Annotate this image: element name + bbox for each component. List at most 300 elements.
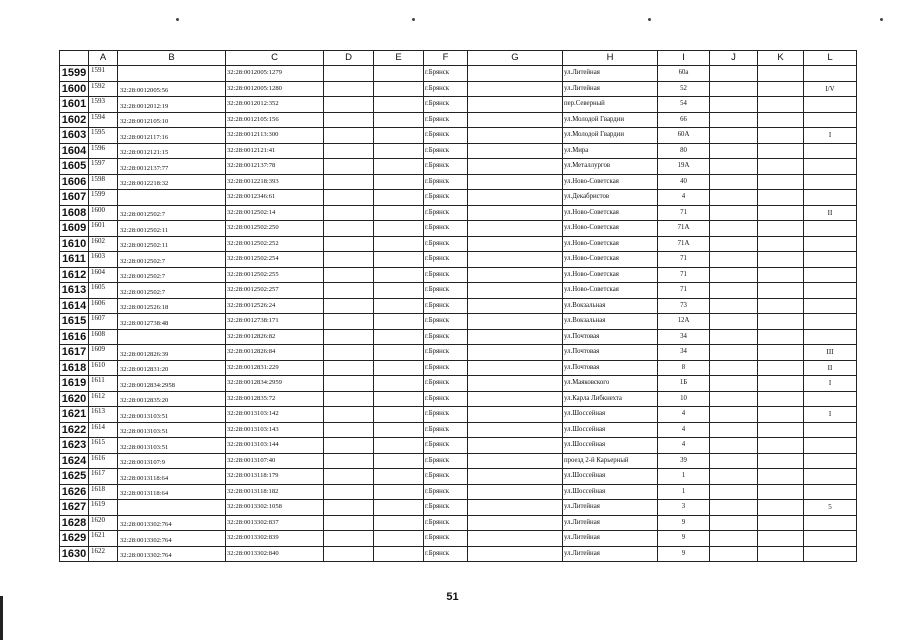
cell-a: 1602 bbox=[89, 236, 118, 252]
cell-b: 32:28:0012005:56 bbox=[118, 81, 226, 97]
cell-g bbox=[468, 422, 563, 438]
cell-c: 32:28:0013118:182 bbox=[226, 484, 324, 500]
row-number: 1608 bbox=[60, 205, 89, 221]
cell-h: ул.Литейная bbox=[563, 546, 658, 562]
cell-k bbox=[758, 267, 804, 283]
cell-c: 32:28:0012834:2959 bbox=[226, 376, 324, 392]
cell-g bbox=[468, 298, 563, 314]
cell-f: г.Брянск bbox=[424, 515, 468, 531]
cell-k bbox=[758, 360, 804, 376]
cell-k bbox=[758, 515, 804, 531]
cell-j bbox=[710, 267, 758, 283]
row-number: 1601 bbox=[60, 97, 89, 113]
cell-b: 32:28:0013103:51 bbox=[118, 422, 226, 438]
cell-e bbox=[374, 360, 424, 376]
cell-d bbox=[324, 469, 374, 485]
cell-c: 32:28:0012346:61 bbox=[226, 190, 324, 206]
table-row bbox=[60, 376, 857, 392]
cell-j bbox=[710, 345, 758, 361]
scan-dot bbox=[648, 18, 651, 21]
cell-a: 1608 bbox=[89, 329, 118, 345]
cell-i: 34 bbox=[658, 329, 710, 345]
cell-k bbox=[758, 345, 804, 361]
table-row bbox=[60, 515, 857, 531]
cell-g bbox=[468, 438, 563, 454]
cell-j bbox=[710, 221, 758, 237]
cell-a: 1609 bbox=[89, 345, 118, 361]
cell-i: 10 bbox=[658, 391, 710, 407]
cell-g bbox=[468, 314, 563, 330]
cell-a: 1619 bbox=[89, 500, 118, 516]
cell-k bbox=[758, 546, 804, 562]
row-number: 1610 bbox=[60, 236, 89, 252]
cell-b: 32:28:0013118:64 bbox=[118, 484, 226, 500]
cell-c: 32:28:0012835:72 bbox=[226, 391, 324, 407]
cell-f: г.Брянск bbox=[424, 376, 468, 392]
table-body bbox=[60, 66, 857, 562]
cell-c: 32:28:0012526:24 bbox=[226, 298, 324, 314]
cell-b bbox=[118, 500, 226, 516]
row-number: 1614 bbox=[60, 298, 89, 314]
cell-k bbox=[758, 174, 804, 190]
cell-e bbox=[374, 345, 424, 361]
table-row bbox=[60, 112, 857, 128]
cell-j bbox=[710, 391, 758, 407]
row-number: 1600 bbox=[60, 81, 89, 97]
cell-b: 32:28:0013302:764 bbox=[118, 531, 226, 547]
cell-h: проезд 2-й Карьерный bbox=[563, 453, 658, 469]
cell-e bbox=[374, 391, 424, 407]
cell-j bbox=[710, 500, 758, 516]
cell-d bbox=[324, 531, 374, 547]
cell-h: ул.Почтовая bbox=[563, 360, 658, 376]
row-number: 1625 bbox=[60, 469, 89, 485]
cell-g bbox=[468, 81, 563, 97]
cell-i: 71 bbox=[658, 252, 710, 268]
table-row bbox=[60, 484, 857, 500]
cell-e bbox=[374, 298, 424, 314]
table-row bbox=[60, 205, 857, 221]
cell-e bbox=[374, 422, 424, 438]
table-row bbox=[60, 190, 857, 206]
table-row bbox=[60, 143, 857, 159]
cell-a: 1600 bbox=[89, 205, 118, 221]
cell-i: 54 bbox=[658, 97, 710, 113]
cell-c: 32:28:0012113:300 bbox=[226, 128, 324, 144]
cell-a: 1622 bbox=[89, 546, 118, 562]
cell-b: 32:28:0012502:7 bbox=[118, 267, 226, 283]
cell-d bbox=[324, 236, 374, 252]
cell-g bbox=[468, 174, 563, 190]
cell-a: 1616 bbox=[89, 453, 118, 469]
cell-j bbox=[710, 531, 758, 547]
cell-k bbox=[758, 159, 804, 175]
cell-k bbox=[758, 484, 804, 500]
corner-cell bbox=[60, 51, 89, 66]
table-row bbox=[60, 391, 857, 407]
row-number: 1615 bbox=[60, 314, 89, 330]
table-row bbox=[60, 345, 857, 361]
table-row bbox=[60, 159, 857, 175]
cell-h: ул.Вокзальная bbox=[563, 298, 658, 314]
cell-i: 9 bbox=[658, 546, 710, 562]
cell-h: ул.Шоссейная bbox=[563, 484, 658, 500]
cell-k bbox=[758, 112, 804, 128]
cell-i: 40 bbox=[658, 174, 710, 190]
cell-i: 71А bbox=[658, 221, 710, 237]
row-number: 1618 bbox=[60, 360, 89, 376]
cell-k bbox=[758, 190, 804, 206]
cell-d bbox=[324, 515, 374, 531]
cell-d bbox=[324, 205, 374, 221]
cell-f: г.Брянск bbox=[424, 159, 468, 175]
cell-k bbox=[758, 66, 804, 82]
cell-d bbox=[324, 190, 374, 206]
cell-b: 32:28:0013107:9 bbox=[118, 453, 226, 469]
cell-i: 9 bbox=[658, 531, 710, 547]
cell-l bbox=[804, 236, 857, 252]
cell-k bbox=[758, 329, 804, 345]
cell-a: 1598 bbox=[89, 174, 118, 190]
cell-e bbox=[374, 112, 424, 128]
cell-l bbox=[804, 438, 857, 454]
table-row bbox=[60, 546, 857, 562]
cell-i: 52 bbox=[658, 81, 710, 97]
cell-b: 32:28:0012502:7 bbox=[118, 205, 226, 221]
row-number: 1627 bbox=[60, 500, 89, 516]
cell-k bbox=[758, 391, 804, 407]
cell-g bbox=[468, 531, 563, 547]
cell-f: г.Брянск bbox=[424, 298, 468, 314]
cell-k bbox=[758, 205, 804, 221]
cell-h: ул.Почтовая bbox=[563, 329, 658, 345]
cell-c: 32:28:0012826:84 bbox=[226, 345, 324, 361]
cell-a: 1614 bbox=[89, 422, 118, 438]
cell-i: 73 bbox=[658, 298, 710, 314]
cell-c: 32:28:0012005:1280 bbox=[226, 81, 324, 97]
cell-a: 1611 bbox=[89, 376, 118, 392]
cell-c: 32:28:0012831:229 bbox=[226, 360, 324, 376]
cell-g bbox=[468, 546, 563, 562]
cell-h: ул.Вокзальная bbox=[563, 314, 658, 330]
cell-k bbox=[758, 252, 804, 268]
cell-e bbox=[374, 546, 424, 562]
cell-j bbox=[710, 252, 758, 268]
cell-h: ул.Шоссейная bbox=[563, 438, 658, 454]
column-header-d: D bbox=[324, 51, 374, 66]
cell-f: г.Брянск bbox=[424, 546, 468, 562]
cell-d bbox=[324, 484, 374, 500]
cell-d bbox=[324, 143, 374, 159]
cell-l bbox=[804, 112, 857, 128]
cell-f: г.Брянск bbox=[424, 531, 468, 547]
column-header-c: C bbox=[226, 51, 324, 66]
cell-d bbox=[324, 314, 374, 330]
cell-b: 32:28:0013118:64 bbox=[118, 469, 226, 485]
cell-a: 1605 bbox=[89, 283, 118, 299]
cell-f: г.Брянск bbox=[424, 143, 468, 159]
cell-e bbox=[374, 531, 424, 547]
cell-g bbox=[468, 376, 563, 392]
row-number: 1624 bbox=[60, 453, 89, 469]
cell-b: 32:28:0012502:7 bbox=[118, 283, 226, 299]
cell-l bbox=[804, 174, 857, 190]
cell-j bbox=[710, 515, 758, 531]
cell-e bbox=[374, 267, 424, 283]
cell-i: 19А bbox=[658, 159, 710, 175]
column-header-k: K bbox=[758, 51, 804, 66]
cell-a: 1612 bbox=[89, 391, 118, 407]
cell-k bbox=[758, 453, 804, 469]
cell-d bbox=[324, 453, 374, 469]
table-row bbox=[60, 97, 857, 113]
cell-g bbox=[468, 66, 563, 82]
cell-l: I bbox=[804, 128, 857, 144]
cell-d bbox=[324, 221, 374, 237]
cell-l: II bbox=[804, 205, 857, 221]
cell-a: 1603 bbox=[89, 252, 118, 268]
cell-j bbox=[710, 546, 758, 562]
cell-c: 32:28:0012137:78 bbox=[226, 159, 324, 175]
table-row bbox=[60, 531, 857, 547]
table-row bbox=[60, 314, 857, 330]
cell-h: ул.Литейная bbox=[563, 66, 658, 82]
cell-i: 8 bbox=[658, 360, 710, 376]
cell-l: III bbox=[804, 345, 857, 361]
cell-b bbox=[118, 329, 226, 345]
cell-g bbox=[468, 515, 563, 531]
cell-j bbox=[710, 329, 758, 345]
table-row bbox=[60, 298, 857, 314]
cell-g bbox=[468, 360, 563, 376]
row-number: 1616 bbox=[60, 329, 89, 345]
cell-h: ул.Ново-Советская bbox=[563, 221, 658, 237]
cell-b: 32:28:0012835:20 bbox=[118, 391, 226, 407]
cell-k bbox=[758, 221, 804, 237]
cell-h: ул.Ново-Советская bbox=[563, 174, 658, 190]
cell-h: ул.Ново-Советская bbox=[563, 236, 658, 252]
cell-f: г.Брянск bbox=[424, 267, 468, 283]
cell-g bbox=[468, 221, 563, 237]
cell-h: ул.Маяковского bbox=[563, 376, 658, 392]
cell-c: 32:28:0012826:82 bbox=[226, 329, 324, 345]
cell-h: ул.Ново-Советская bbox=[563, 267, 658, 283]
cell-e bbox=[374, 407, 424, 423]
cell-a: 1613 bbox=[89, 407, 118, 423]
cell-i: 71А bbox=[658, 236, 710, 252]
row-number: 1620 bbox=[60, 391, 89, 407]
cell-b: 32:28:0012826:39 bbox=[118, 345, 226, 361]
cell-e bbox=[374, 221, 424, 237]
scan-dot bbox=[176, 18, 179, 21]
cell-b: 32:28:0013302:764 bbox=[118, 515, 226, 531]
cell-g bbox=[468, 159, 563, 175]
cell-i: 4 bbox=[658, 438, 710, 454]
table-row bbox=[60, 283, 857, 299]
row-number: 1609 bbox=[60, 221, 89, 237]
cell-a: 1592 bbox=[89, 81, 118, 97]
cell-g bbox=[468, 97, 563, 113]
row-number: 1611 bbox=[60, 252, 89, 268]
column-header-a: A bbox=[89, 51, 118, 66]
cell-i: 3 bbox=[658, 500, 710, 516]
cell-c: 32:28:0013103:142 bbox=[226, 407, 324, 423]
column-header-l: L bbox=[804, 51, 857, 66]
row-number: 1626 bbox=[60, 484, 89, 500]
cell-k bbox=[758, 128, 804, 144]
cell-j bbox=[710, 438, 758, 454]
cell-i: 1 bbox=[658, 469, 710, 485]
row-number: 1630 bbox=[60, 546, 89, 562]
cell-a: 1596 bbox=[89, 143, 118, 159]
table-row bbox=[60, 252, 857, 268]
cell-l bbox=[804, 66, 857, 82]
cell-h: ул.Шоссейная bbox=[563, 469, 658, 485]
cell-j bbox=[710, 81, 758, 97]
cell-a: 1610 bbox=[89, 360, 118, 376]
cell-j bbox=[710, 128, 758, 144]
cell-h: ул.Мира bbox=[563, 143, 658, 159]
cell-b: 32:28:0012738:48 bbox=[118, 314, 226, 330]
column-header-h: H bbox=[563, 51, 658, 66]
cell-a: 1595 bbox=[89, 128, 118, 144]
cell-k bbox=[758, 81, 804, 97]
cell-c: 32:28:0013302:839 bbox=[226, 531, 324, 547]
cell-k bbox=[758, 407, 804, 423]
cell-j bbox=[710, 174, 758, 190]
cell-l bbox=[804, 159, 857, 175]
table-row bbox=[60, 221, 857, 237]
cell-i: 4 bbox=[658, 190, 710, 206]
cell-e bbox=[374, 314, 424, 330]
cell-j bbox=[710, 298, 758, 314]
column-header-b: B bbox=[118, 51, 226, 66]
cell-k bbox=[758, 422, 804, 438]
cell-c: 32:28:0013103:143 bbox=[226, 422, 324, 438]
cell-d bbox=[324, 391, 374, 407]
table-row bbox=[60, 267, 857, 283]
cell-e bbox=[374, 500, 424, 516]
cell-d bbox=[324, 81, 374, 97]
cell-j bbox=[710, 190, 758, 206]
row-number: 1602 bbox=[60, 112, 89, 128]
cell-b bbox=[118, 190, 226, 206]
cell-l: II bbox=[804, 360, 857, 376]
cell-l bbox=[804, 283, 857, 299]
cell-h: ул.Ново-Советская bbox=[563, 252, 658, 268]
cell-j bbox=[710, 159, 758, 175]
cell-e bbox=[374, 329, 424, 345]
cell-b: 32:28:0013103:51 bbox=[118, 407, 226, 423]
cell-b: 32:28:0012218:32 bbox=[118, 174, 226, 190]
cell-c: 32:28:0012502:250 bbox=[226, 221, 324, 237]
cell-d bbox=[324, 66, 374, 82]
cell-b: 32:28:0012012:19 bbox=[118, 97, 226, 113]
cell-h: ул.Почтовая bbox=[563, 345, 658, 361]
cell-g bbox=[468, 283, 563, 299]
table-row bbox=[60, 422, 857, 438]
cell-e bbox=[374, 453, 424, 469]
cell-h: ул.Декабристов bbox=[563, 190, 658, 206]
cell-d bbox=[324, 407, 374, 423]
cell-i: 66 bbox=[658, 112, 710, 128]
table-row bbox=[60, 236, 857, 252]
cell-k bbox=[758, 143, 804, 159]
row-number: 1613 bbox=[60, 283, 89, 299]
cell-j bbox=[710, 422, 758, 438]
cell-h: пер.Северный bbox=[563, 97, 658, 113]
cell-c: 32:28:0012502:255 bbox=[226, 267, 324, 283]
cell-e bbox=[374, 66, 424, 82]
cell-k bbox=[758, 469, 804, 485]
cell-l bbox=[804, 252, 857, 268]
row-number: 1622 bbox=[60, 422, 89, 438]
cell-d bbox=[324, 159, 374, 175]
cell-i: 71 bbox=[658, 283, 710, 299]
cell-e bbox=[374, 174, 424, 190]
column-header-e: E bbox=[374, 51, 424, 66]
cell-b: 32:28:0012502:11 bbox=[118, 236, 226, 252]
cell-l bbox=[804, 469, 857, 485]
cell-b: 32:28:0012105:10 bbox=[118, 112, 226, 128]
cell-j bbox=[710, 112, 758, 128]
table-row bbox=[60, 174, 857, 190]
cell-h: ул.Литейная bbox=[563, 531, 658, 547]
cell-i: 34 bbox=[658, 345, 710, 361]
cell-g bbox=[468, 128, 563, 144]
row-number: 1605 bbox=[60, 159, 89, 175]
column-header-j: J bbox=[710, 51, 758, 66]
row-number: 1603 bbox=[60, 128, 89, 144]
cell-e bbox=[374, 236, 424, 252]
cell-d bbox=[324, 128, 374, 144]
cell-g bbox=[468, 236, 563, 252]
spreadsheet-table bbox=[59, 50, 857, 562]
cell-b: 32:28:0012137:77 bbox=[118, 159, 226, 175]
cell-e bbox=[374, 205, 424, 221]
cell-i: 12А bbox=[658, 314, 710, 330]
scan-dot bbox=[880, 18, 883, 21]
cell-g bbox=[468, 391, 563, 407]
cell-d bbox=[324, 267, 374, 283]
cell-h: ул.Литейная bbox=[563, 515, 658, 531]
cell-l bbox=[804, 484, 857, 500]
row-number: 1617 bbox=[60, 345, 89, 361]
cell-d bbox=[324, 174, 374, 190]
cell-j bbox=[710, 407, 758, 423]
cell-h: ул.Ново-Советская bbox=[563, 205, 658, 221]
cell-i: 4 bbox=[658, 422, 710, 438]
cell-c: 32:28:0013302:1058 bbox=[226, 500, 324, 516]
cell-i: 60а bbox=[658, 66, 710, 82]
cell-i: 1 bbox=[658, 484, 710, 500]
cell-f: г.Брянск bbox=[424, 236, 468, 252]
table-row bbox=[60, 500, 857, 516]
cell-j bbox=[710, 376, 758, 392]
cell-i: 60А bbox=[658, 128, 710, 144]
column-header-i: I bbox=[658, 51, 710, 66]
cell-b bbox=[118, 66, 226, 82]
cell-c: 32:28:0012005:1279 bbox=[226, 66, 324, 82]
cell-e bbox=[374, 469, 424, 485]
cell-k bbox=[758, 438, 804, 454]
cell-g bbox=[468, 252, 563, 268]
cell-i: 4 bbox=[658, 407, 710, 423]
column-header-row bbox=[60, 51, 857, 66]
cell-l bbox=[804, 298, 857, 314]
cell-f: г.Брянск bbox=[424, 190, 468, 206]
cell-a: 1599 bbox=[89, 190, 118, 206]
